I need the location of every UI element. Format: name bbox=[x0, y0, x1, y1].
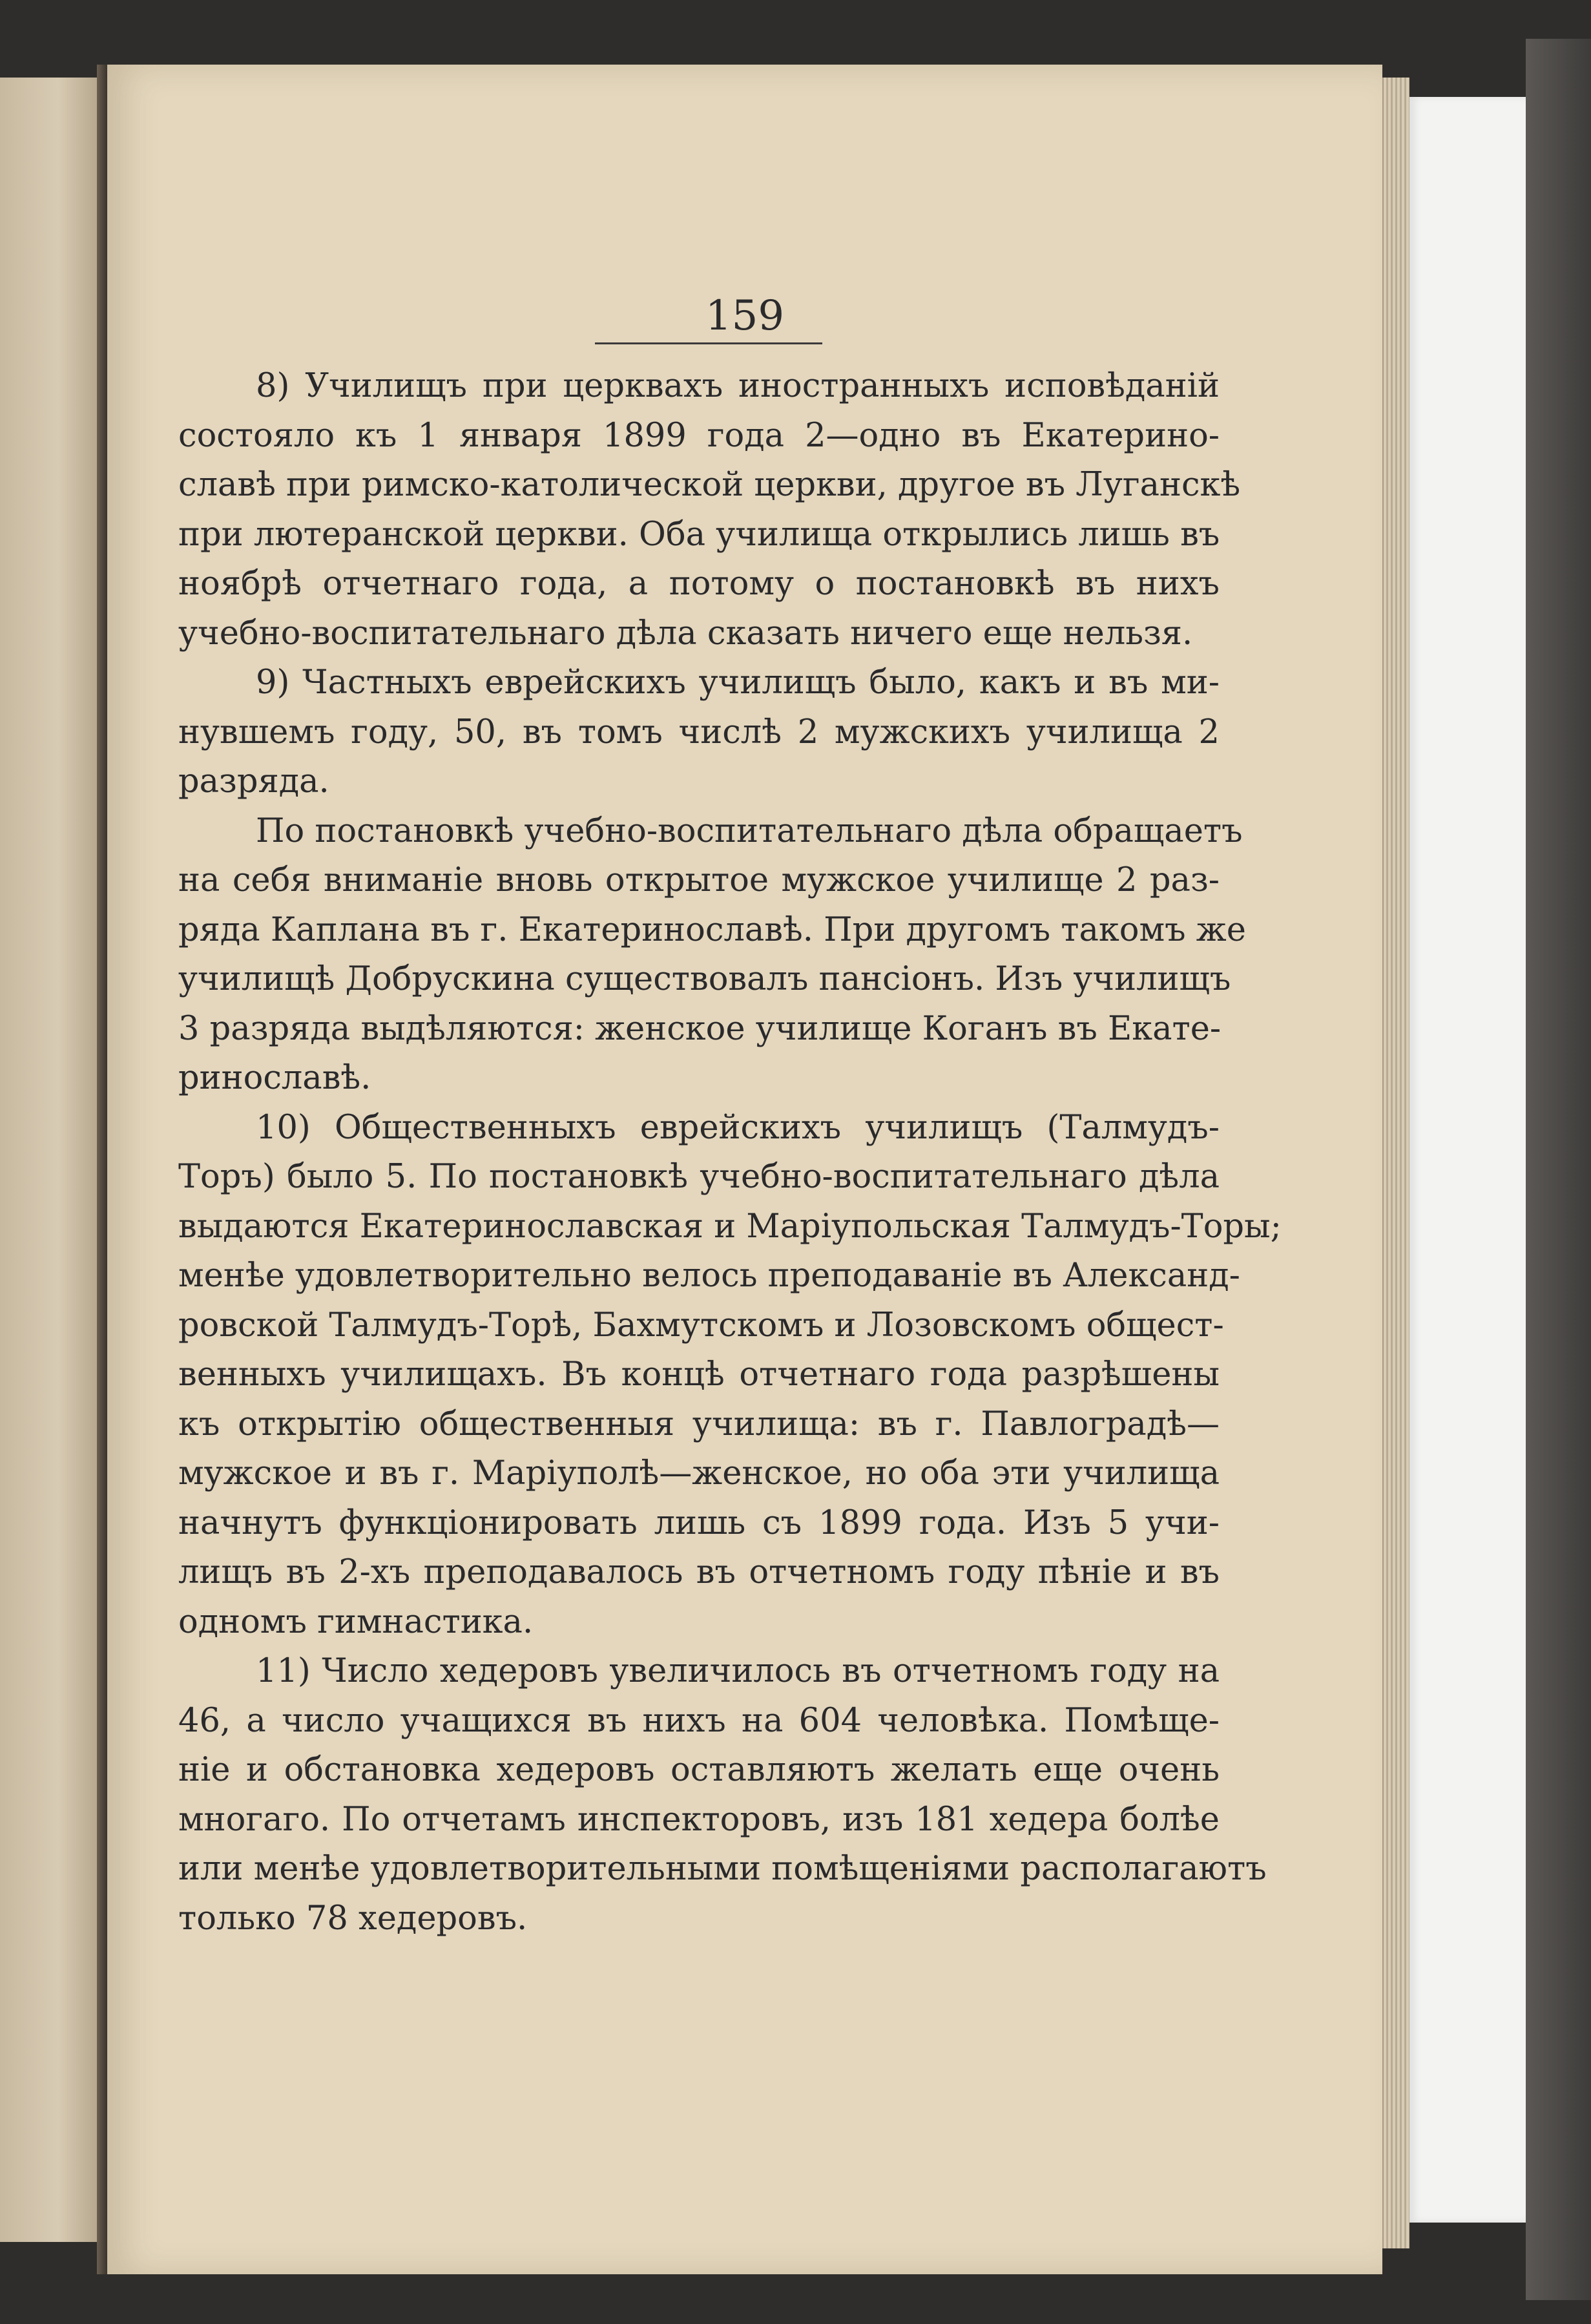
text-line: начнутъ функціонировать лишь съ 1899 года. Изъ 5 учи- bbox=[178, 1503, 1220, 1542]
book-gutter bbox=[97, 65, 107, 2274]
text-line: ряда Каплана въ г. Екатеринославѣ. При другомъ такомъ же bbox=[178, 910, 1246, 949]
text-line: ніе и обстановка хедеровъ оставляютъ желать еще очень bbox=[178, 1751, 1220, 1789]
page-stack-edge bbox=[1382, 78, 1409, 2248]
text-line: 10) Общественныхъ еврейскихъ училищъ (Талмудъ- bbox=[256, 1108, 1220, 1147]
text-line: лищъ въ 2-хъ преподавалось въ отчетномъ году пѣніе и въ bbox=[178, 1553, 1220, 1591]
paragraph bbox=[178, 1104, 1282, 1648]
text-line: на себя вниманіе вновь открытое мужское училище 2 раз- bbox=[178, 861, 1220, 899]
text-line: По постановкѣ учебно-воспитательнаго дѣла обращаетъ bbox=[256, 811, 1243, 850]
book-page bbox=[107, 65, 1382, 2274]
text-line: ноябрѣ отчетнаго года, а потому о постановкѣ въ нихъ bbox=[178, 565, 1220, 603]
paragraph bbox=[178, 362, 1241, 658]
text-line: учебно-воспитательнаго дѣла сказать ничего еще нельзя. bbox=[178, 614, 1193, 653]
page-text bbox=[178, 362, 1282, 1943]
text-line: мужское и въ г. Маріуполѣ—женское, но оба эти училища bbox=[178, 1454, 1220, 1492]
text-line: 46, а число учащихся въ нихъ на 604 человѣка. Помѣще- bbox=[178, 1701, 1220, 1740]
text-line: 9) Частныхъ еврейскихъ училищъ было, какъ и въ ми- bbox=[256, 664, 1220, 702]
text-line: училищѣ Добрускина существовалъ пансіонъ. Изъ училищъ bbox=[178, 960, 1231, 998]
text-line: нувшемъ году, 50, въ томъ числѣ 2 мужскихъ училища 2 bbox=[178, 713, 1220, 751]
text-line: Торъ) было 5. По постановкѣ учебно-воспитательнаго дѣла bbox=[178, 1158, 1220, 1196]
text-line: 8) Училищъ при церквахъ иностранныхъ исповѣданій bbox=[256, 367, 1220, 405]
book-cover bbox=[1526, 39, 1591, 2300]
text-line: 11) Число хедеровъ увеличилось въ отчетномъ году на bbox=[256, 1652, 1220, 1690]
text-line: только 78 хедеровъ. bbox=[178, 1899, 528, 1938]
text-line: венныхъ училищахъ. Въ концѣ отчетнаго года разрѣшены bbox=[178, 1356, 1220, 1394]
backing-sheet bbox=[1409, 97, 1526, 2223]
facing-page-edge bbox=[0, 78, 99, 2242]
page-number-rule bbox=[595, 342, 822, 344]
paragraph bbox=[178, 658, 1220, 807]
text-line: многаго. По отчетамъ инспекторовъ, изъ 181 хедера болѣе bbox=[178, 1800, 1220, 1839]
text-line: одномъ гимнастика. bbox=[178, 1602, 534, 1641]
paragraph bbox=[178, 807, 1246, 1104]
text-line: выдаются Екатеринославская и Маріупольская Талмудъ-Торы; bbox=[178, 1207, 1282, 1246]
text-line: ринославѣ. bbox=[178, 1059, 371, 1097]
paragraph bbox=[178, 1647, 1267, 1943]
text-line: 3 разряда выдѣляются: женское училище Коганъ въ Екате- bbox=[178, 1009, 1222, 1048]
text-line: къ открытію общественныя училища: въ г. Павлоградѣ— bbox=[178, 1405, 1220, 1443]
page-number: 159 bbox=[705, 292, 785, 340]
text-line: разряда. bbox=[178, 762, 329, 801]
text-line: славѣ при римско-католической церкви, другое въ Луганскѣ bbox=[178, 466, 1241, 504]
text-line: ровской Талмудъ-Торѣ, Бахмутскомъ и Лозовскомъ общест- bbox=[178, 1306, 1224, 1345]
text-line: состояло къ 1 января 1899 года 2—одно въ Екатерино- bbox=[178, 416, 1220, 455]
text-line: при лютеранской церкви. Оба училища открылись лишь въ bbox=[178, 515, 1220, 554]
text-line: менѣе удовлетворительно велось преподаваніе въ Александ- bbox=[178, 1257, 1240, 1295]
text-line: или менѣе удовлетворительными помѣщеніями располагаютъ bbox=[178, 1850, 1267, 1888]
